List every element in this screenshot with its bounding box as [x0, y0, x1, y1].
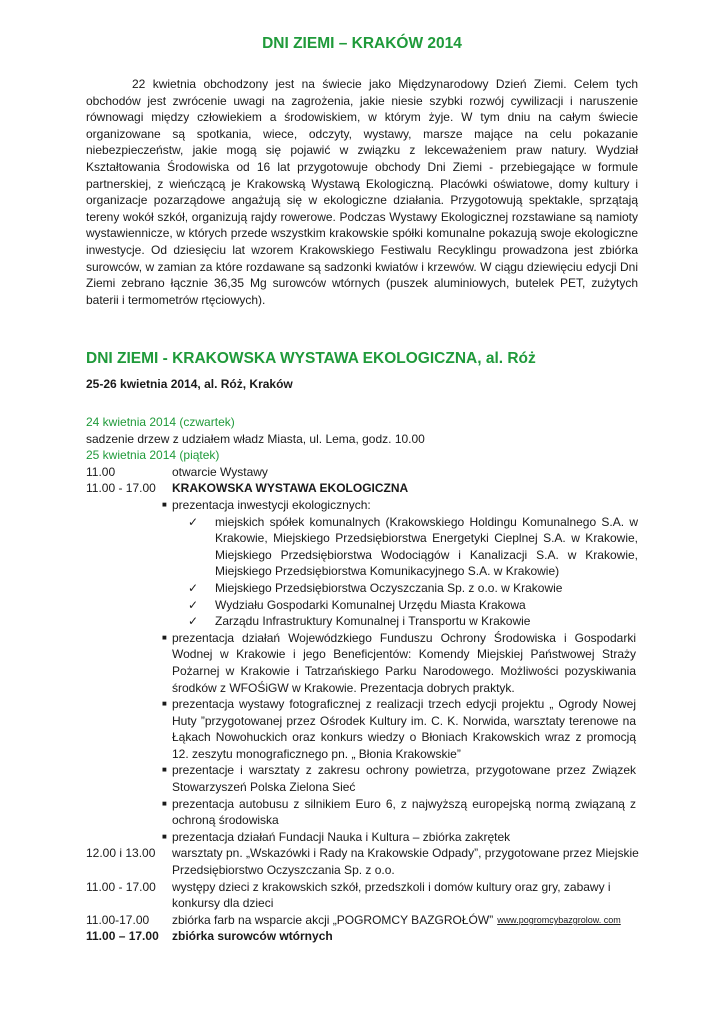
schedule-row: [86, 928, 646, 945]
bullet-text: prezentacja wystawy fotograficznej z realizacji trzech edycji projektu „ Ogrody Nowej Huty ”przygotowanej przez Ośrodek Kultury im. C. K. Norwida, warsztaty terenowe na Łąkach Nowohuckich oraz konkurs wiedzy o Błoniach Krakowskich wraz z promocją 12. zeszytu monograficznego pn. „ Błonia Krakowskie”: [172, 697, 636, 761]
bullet-text: prezentacja autobusu z silnikiem Euro 6, z najwyższą europejską normą związaną z ochroną środowiska: [172, 796, 636, 828]
checkmark-icon: ✓: [188, 597, 199, 612]
schedule-time: 11.00 - 17.00: [86, 879, 156, 894]
check-text: miejskich spółek komunalnych (Krakowskiego Holdingu Komunalnego S.A. w Krakowie, Miejskiego Przedsiębiorstwa Energetyki Cieplnej S.A. w Krakowie, Miejskiego Przedsiębiorstwa Wodociągów i Kanalizacji S.A. w Krakowie, Miejskiego Przedsiębiorstwa Komunikacyjnego S.A. w Krakowie): [215, 514, 638, 579]
section-title: DNI ZIEMI - KRAKOWSKA WYSTAWA EKOLOGICZNA, al. Róż: [86, 350, 536, 367]
bullet-item: [162, 497, 636, 514]
bullet-text: prezentacja działań Wojewódzkiego Funduszu Ochrony Środowiska i Gospodarki Wodnej w Krakowie i jego Beneficjentów: Komendy Miejskiej Państwowej Straży Pożarnej w Krakowie i Tatrzańskiego Parku Narodowego. Możliwości pozyskiwania środków z WFOŚiGW w Krakowie. Prezentacja dobrych praktyk.: [172, 630, 636, 695]
pogromcy-link[interactable]: www.pogromcybazgrolow. com: [497, 914, 621, 925]
schedule-time: 12.00 i 13.00: [86, 846, 156, 861]
square-bullet-icon: ■: [162, 632, 167, 642]
check-item: [188, 613, 638, 630]
bullet-text: prezentacja inwestycji ekologicznych:: [172, 497, 371, 512]
schedule-time: 11.00 - 17.00: [86, 481, 156, 496]
schedule-row: [86, 845, 646, 878]
checkmark-icon: ✓: [188, 580, 199, 595]
schedule-row: [86, 879, 646, 912]
bullet-item: [162, 630, 636, 696]
bullet-item: [162, 762, 636, 795]
bullet-item: [162, 796, 636, 829]
schedule-text: zbiórka farb na wsparcie akcji „POGROMCY BAZGROŁÓW”: [172, 912, 494, 927]
square-bullet-icon: ■: [162, 831, 167, 841]
schedule-row: [86, 480, 646, 497]
schedule-time: 11.00-17.00: [86, 912, 150, 927]
schedule-text: występy dzieci z krakowskich szkół, przedszkoli i domów kultury oraz gry, zabawy i konkursy dla dzieci: [172, 879, 611, 911]
schedule-time: 11.00: [86, 464, 116, 479]
check-item: [188, 597, 638, 614]
schedule-text: KRAKOWSKA WYSTAWA EKOLOGICZNA: [172, 481, 409, 496]
check-text: Zarządu Infrastruktury Komunalnej i Transportu w Krakowie: [215, 614, 531, 629]
bullet-text: prezentacje i warsztaty z zakresu ochrony powietrza, przygotowane przez Związek Stowarzyszeń Polska Zielona Sieć: [172, 763, 636, 795]
schedule: [86, 414, 646, 945]
check-text: Wydziału Gospodarki Komunalnej Urzędu Miasta Krakowa: [215, 597, 526, 612]
day-2-heading: 25 kwietnia 2014 (piątek): [86, 448, 220, 463]
square-bullet-icon: ■: [162, 499, 167, 509]
intro-paragraph: 22 kwietnia obchodzony jest na świecie jako Międzynarodowy Dzień Ziemi. Celem tych obchodów jest zwrócenie uwagi na zagrożenia, jakie niesie szybki rozwój cywilizacji i naruszenie równowagi między człowiekiem a środowiskiem, w którym żyje. W tym dniu na całym świecie organizowane są spotkania, wiece, odczyty, wystawy, marsze mające na celu pokazanie niebezpieczeństw, jakie mogą się pojawić w związku z lekceważeniem praw natury. Wydział Kształtowania Środowiska od 16 lat przygotowuje obchody Dni Ziemi - przebiegające w formule partnerskiej, z wieńczącą je Krakowską Wystawą Ekologiczną. Placówki oświatowe, domy kultury i organizacje pozarządowe angażują się w ekologiczne działania. Przygotowują spektakle, sprzątają tereny wokół szkół, organizują rajdy rowerowe. Podczas Wystawy Ekologicznej rozstawiane są namioty wystawiennicze, w których przede wszystkim krakowskie spółki komunalne pokazują swoje ekologiczne inwestycje. Od dziesięciu lat wzorem Krakowskiego Festiwalu Recyklingu prowadzona jest zbiórka surowców, w zamian za które rozdawane są sadzonki kwiatów i krzewów. W ciągu dziewięciu edycji Dni Ziemi zebrano łącznie 36,35 Mg surowców wtórnych (puszek aluminiowych, butelek PET, zużytych baterii i termometrów rtęciowych).: [86, 77, 638, 307]
schedule-text: otwarcie Wystawy: [172, 464, 268, 479]
checkmark-icon: ✓: [188, 514, 199, 529]
section-subtitle: 25-26 kwietnia 2014, al. Róż, Kraków: [86, 377, 293, 391]
day-1-heading: 24 kwietnia 2014 (czwartek): [86, 415, 235, 429]
page-title: DNI ZIEMI – KRAKÓW 2014: [262, 35, 462, 52]
check-text: Miejskiego Przedsiębiorstwa Oczyszczania Sp. z o.o. w Krakowie: [215, 580, 563, 595]
check-item: [188, 580, 638, 597]
day-1-event: sadzenie drzew z udziałem władz Miasta, ul. Lema, godz. 10.00: [86, 431, 425, 446]
square-bullet-icon: ■: [162, 765, 167, 775]
bullet-item: [162, 696, 636, 762]
square-bullet-icon: ■: [162, 699, 167, 709]
schedule-text: warsztaty pn. „Wskazówki i Rady na Krakowskie Odpady”, przygotowane przez Miejskie Przedsiębiorstwo Oczyszczania Sp. z o.o.: [172, 846, 639, 878]
schedule-row: [86, 464, 646, 481]
bullet-text: prezentacja działań Fundacji Nauka i Kultura – zbiórka zakrętek: [172, 829, 511, 844]
schedule-text: zbiórka surowców wtórnych: [172, 929, 333, 944]
schedule-row: [86, 912, 646, 929]
square-bullet-icon: ■: [162, 798, 167, 808]
check-item: [188, 514, 638, 580]
checkmark-icon: ✓: [188, 614, 199, 629]
bullet-item: [162, 829, 636, 846]
schedule-time: 11.00 – 17.00: [86, 929, 159, 944]
